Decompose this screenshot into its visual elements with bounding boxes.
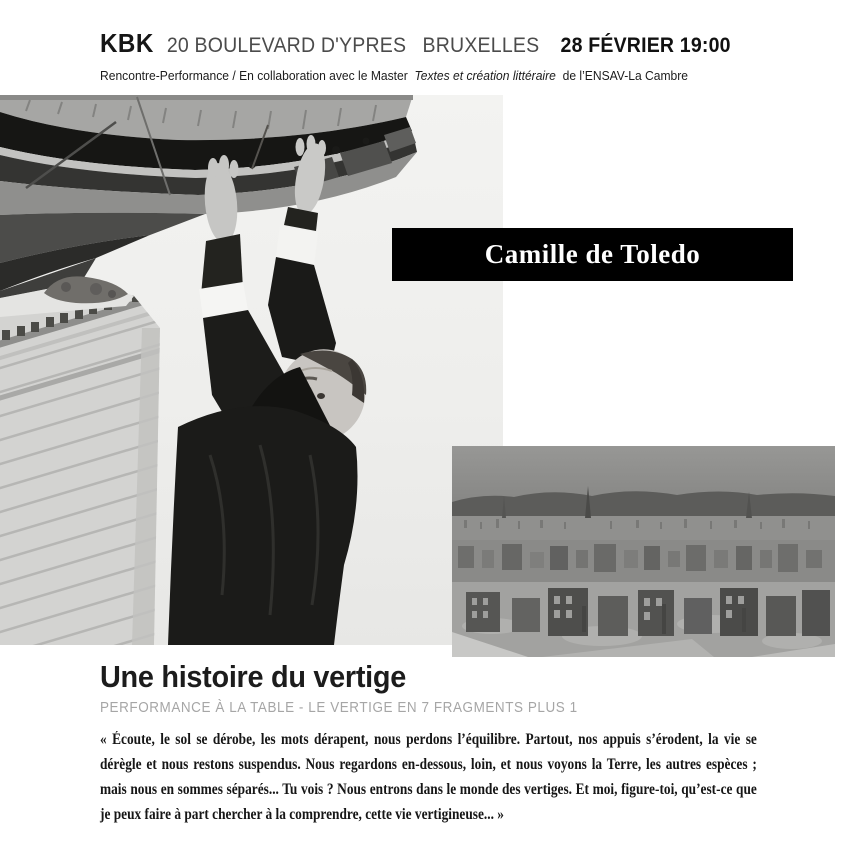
venue-address: 20 BOULEVARD D'YPRES [166,34,407,57]
collaboration-line [100,68,688,83]
event-info [100,660,790,827]
vertigo-photo [0,95,503,645]
event-header [100,28,850,85]
ruins-photo [452,446,835,657]
collab-suffix: de l’ENSAV-La Cambre [562,68,689,83]
event-title: Une histoire du vertige [100,659,406,694]
venue-name: KBK [100,28,154,58]
venue-line [100,28,731,59]
event-quote: « Écoute, le sol se dérobe, les mots dérapent, nous perdons l’équilibre. Partout, nos appuis s’érodent, la vie se dérègle et nous restons suspendus. Nous regardons en-dessous, loin, et nous voyons la Terre, les autres espèces ; mais nous en sommes séparés... Tu vois ? Nous entrons dans le monde des vertiges. Et moi, figure-toi, qu’est-ce que je peux faire à part chercher à la comprendre, cette vie vertigineuse... » [100,731,757,823]
event-subtitle: PERFORMANCE À LA TABLE - LE VERTIGE EN 7 FRAGMENTS PLUS 1 [100,700,578,716]
collab-prefix: Rencontre-Performance / En collaboration avec le Master [100,68,408,83]
event-datetime: 28 FÉVRIER 19:00 [560,34,731,57]
collab-master-title: Textes et création littéraire [414,68,556,83]
author-banner [392,228,793,281]
author-name: Camille de Toledo [484,239,701,269]
venue-city: BRUXELLES [422,34,540,57]
